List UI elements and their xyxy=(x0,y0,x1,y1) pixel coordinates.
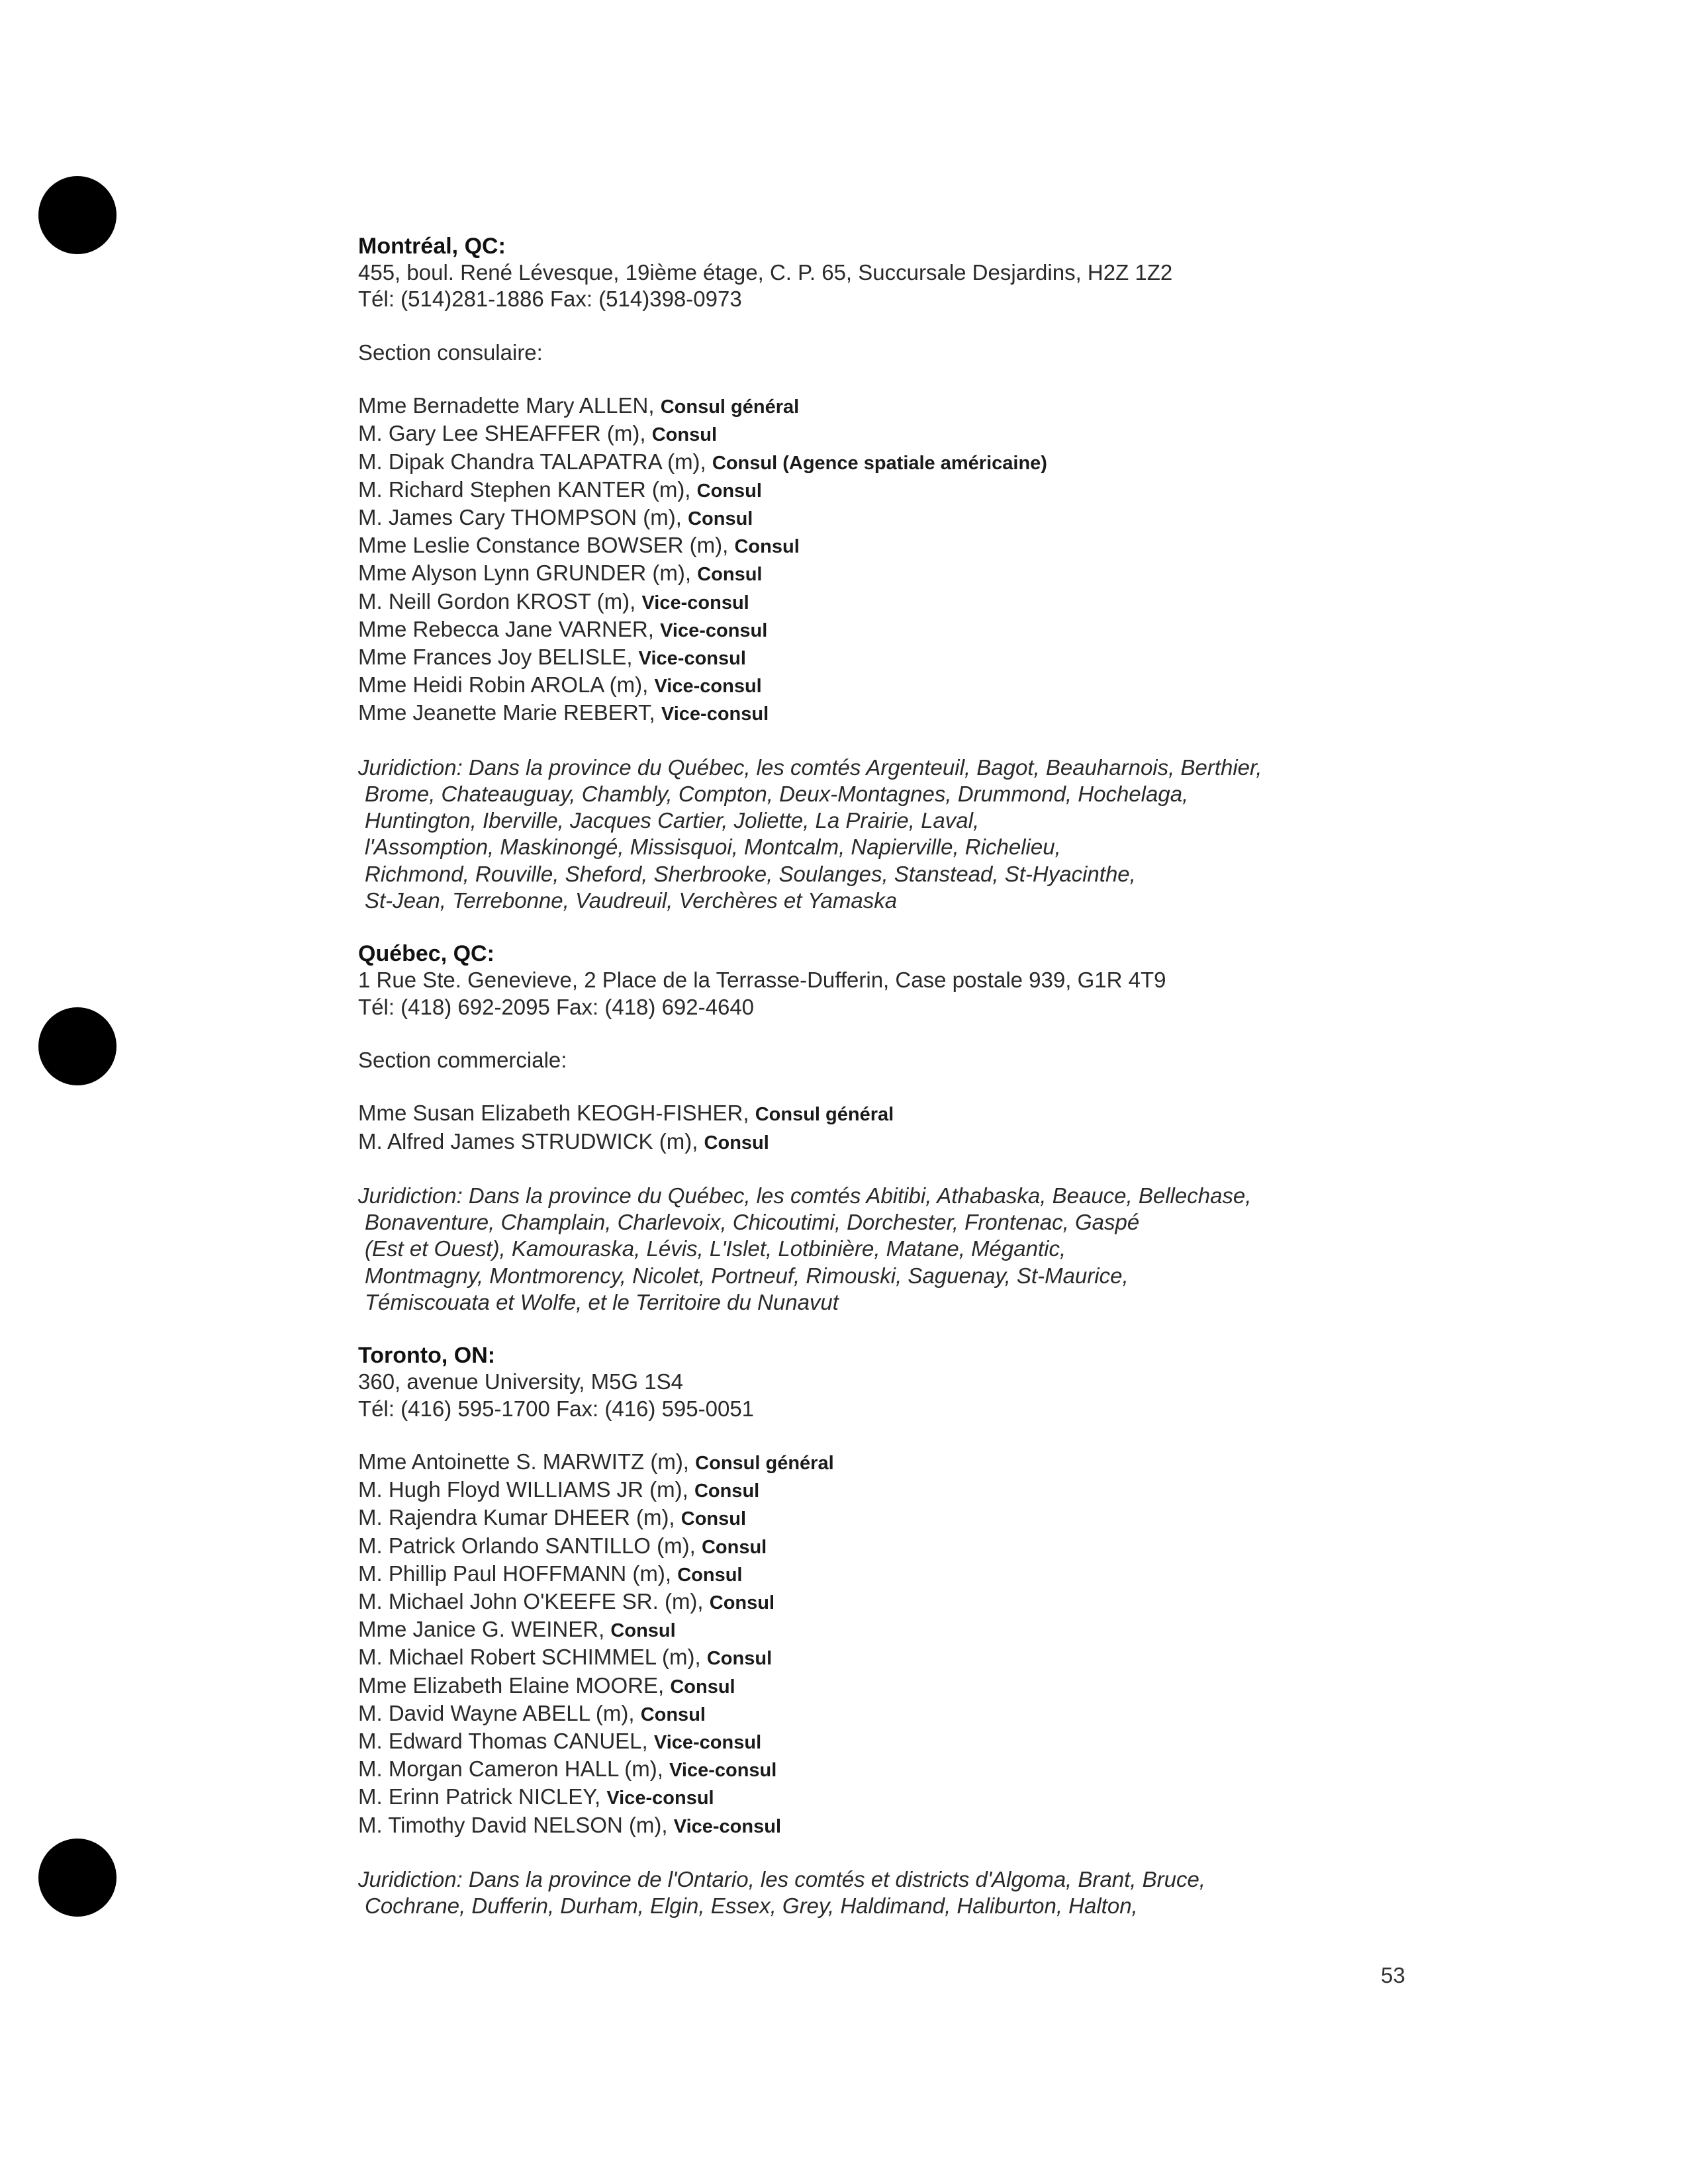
subsection-label: Section consulaire: xyxy=(358,340,543,365)
subsection-label: Section commerciale: xyxy=(358,1048,567,1073)
staff-role: Consul général xyxy=(695,1453,834,1474)
staff-role: Vice-consul xyxy=(606,1788,714,1809)
staff-entry xyxy=(358,1644,1649,1672)
staff-entry xyxy=(358,1700,1649,1728)
staff-role: Vice-consul xyxy=(638,648,746,670)
staff-name: M. Richard Stephen KANTER (m), xyxy=(358,477,697,502)
staff-role: Consul xyxy=(706,1648,773,1670)
jurisdiction-line: Montmagny, Montmorency, Nicolet, Portneuf, Rimouski, Saguenay, St-Maurice, xyxy=(365,1263,1129,1288)
staff-role: Consul xyxy=(680,1508,747,1530)
staff-name: Mme Susan Elizabeth KEOGH-FISHER, xyxy=(358,1101,755,1126)
address: 360, avenue University, M5G 1S4 xyxy=(358,1369,683,1394)
staff-entry xyxy=(358,616,1649,644)
staff-name: Mme Bernadette Mary ALLEN, xyxy=(358,393,661,418)
staff-role: Consul xyxy=(670,1676,735,1698)
jurisdiction-line: Brome, Chateauguay, Chambly, Compton, Deux-Montagnes, Drummond, Hochelaga, xyxy=(365,782,1189,807)
staff-role: Consul xyxy=(651,424,718,446)
staff-role: Consul xyxy=(640,1704,706,1725)
staff-name: M. Timothy David NELSON (m), xyxy=(358,1812,674,1837)
jurisdiction-line: Juridiction: Dans la province du Québec, les comtés Argenteuil, Bagot, Beauharnois, Berthier, xyxy=(358,754,1262,780)
jurisdiction-line: Cochrane, Dufferin, Durham, Elgin, Essex, Grey, Haldimand, Haliburton, Halton, xyxy=(365,1893,1138,1919)
jurisdiction-paragraph xyxy=(358,754,1649,914)
jurisdiction-paragraph xyxy=(358,1866,1649,1919)
document-body xyxy=(358,233,1649,1919)
jurisdiction-line: Richmond, Rouville, Sheford, Sherbrooke, Soulanges, Stanstead, St-Hyacinthe, xyxy=(365,861,1136,886)
staff-role: Consul xyxy=(709,1592,775,1614)
staff-role: Consul xyxy=(610,1620,676,1642)
staff-name: M. Dipak Chandra TALAPATRA (m), xyxy=(358,449,712,474)
staff-name: M. Phillip Paul HOFFMANN (m), xyxy=(358,1561,678,1586)
staff-role: Consul xyxy=(694,1480,760,1502)
staff-list xyxy=(358,392,1649,727)
staff-entry xyxy=(358,1533,1649,1561)
punch-hole xyxy=(38,176,117,254)
staff-entry xyxy=(358,1812,1649,1840)
staff-entry xyxy=(358,504,1649,532)
staff-name: M. Edward Thomas CANUEL, xyxy=(358,1729,654,1754)
staff-role: Consul xyxy=(677,1564,743,1586)
staff-name: M. Erinn Patrick NICLEY, xyxy=(358,1784,607,1809)
staff-name: Mme Leslie Constance BOWSER (m), xyxy=(358,533,735,558)
staff-entry xyxy=(358,672,1649,700)
punch-hole xyxy=(38,1007,117,1085)
staff-entry xyxy=(358,1449,1649,1477)
phone-fax: Tél: (418) 692-2095 Fax: (418) 692-4640 xyxy=(358,994,755,1019)
jurisdiction-line: Témiscouata et Wolfe, et le Territoire du Nunavut xyxy=(365,1289,839,1314)
staff-role: Vice-consul xyxy=(673,1815,781,1837)
jurisdiction-line: Juridiction: Dans la province de l'Ontario, les comtés et districts d'Algoma, Brant, Bruce, xyxy=(358,1867,1205,1892)
jurisdiction-line: Huntington, Iberville, Jacques Cartier, Joliette, La Prairie, Laval, xyxy=(365,808,980,833)
page-number: 53 xyxy=(1381,1963,1405,1987)
staff-name: M. Alfred James STRUDWICK (m), xyxy=(358,1128,704,1154)
staff-entry xyxy=(358,1561,1649,1588)
phone-fax: Tél: (514)281-1886 Fax: (514)398-0973 xyxy=(358,287,742,312)
staff-list xyxy=(358,1100,1649,1156)
staff-name: Mme Frances Joy BELISLE, xyxy=(358,645,639,670)
staff-entry xyxy=(358,700,1649,727)
staff-role: Consul xyxy=(704,1132,769,1154)
city-heading: Québec, QC: xyxy=(358,941,494,967)
staff-role: Vice-consul xyxy=(654,676,762,698)
staff-role: Consul xyxy=(696,480,762,502)
staff-role: Vice-consul xyxy=(669,1760,777,1782)
staff-entry xyxy=(358,477,1649,504)
jurisdiction-line: l'Assomption, Maskinongé, Missisquoi, Montcalm, Napierville, Richelieu, xyxy=(365,835,1061,860)
staff-role: Vice-consul xyxy=(641,592,749,614)
staff-name: M. Michael John O'KEEFE SR. (m), xyxy=(358,1589,710,1614)
consulate-section-toronto xyxy=(358,1342,1649,1919)
staff-name: M. James Cary THOMPSON (m), xyxy=(358,505,688,529)
jurisdiction-paragraph xyxy=(358,1183,1649,1316)
punch-hole xyxy=(38,1839,117,1917)
staff-entry xyxy=(358,1100,1649,1128)
staff-name: Mme Rebecca Jane VARNER, xyxy=(358,616,661,641)
staff-name: M. Morgan Cameron HALL (m), xyxy=(358,1756,670,1782)
staff-entry xyxy=(358,1672,1649,1700)
staff-role: Vice-consul xyxy=(661,704,769,725)
staff-entry xyxy=(358,449,1649,477)
staff-name: M. Neill Gordon KROST (m), xyxy=(358,588,642,614)
staff-entry xyxy=(358,532,1649,560)
address: 455, boul. René Lévesque, 19ième étage, C. P. 65, Succursale Desjardins, H2Z 1Z2 xyxy=(358,260,1173,285)
staff-entry xyxy=(358,1616,1649,1644)
staff-list xyxy=(358,1449,1649,1840)
staff-role: Vice-consul xyxy=(660,619,768,641)
staff-entry xyxy=(358,420,1649,448)
staff-role: Consul xyxy=(697,564,763,586)
staff-entry xyxy=(358,1128,1649,1156)
phone-fax: Tél: (416) 595-1700 Fax: (416) 595-0051 xyxy=(358,1396,755,1421)
staff-name: M. David Wayne ABELL (m), xyxy=(358,1700,641,1725)
staff-role: Consul (Agence spatiale américaine) xyxy=(712,452,1047,474)
staff-entry xyxy=(358,588,1649,616)
staff-name: M. Hugh Floyd WILLIAMS JR (m), xyxy=(358,1477,694,1502)
staff-name: M. Patrick Orlando SANTILLO (m), xyxy=(358,1533,702,1558)
city-heading: Toronto, ON: xyxy=(358,1343,496,1369)
staff-entry xyxy=(358,392,1649,420)
staff-name: M. Gary Lee SHEAFFER (m), xyxy=(358,421,652,446)
staff-entry xyxy=(358,1588,1649,1616)
staff-role: Consul xyxy=(734,536,800,558)
staff-role: Consul xyxy=(701,1536,767,1558)
consulate-section-quebec xyxy=(358,940,1649,1316)
staff-name: M. Michael Robert SCHIMMEL (m), xyxy=(358,1645,707,1670)
staff-role: Consul général xyxy=(755,1104,894,1126)
staff-name: Mme Alyson Lynn GRUNDER (m), xyxy=(358,561,698,586)
city-heading: Montréal, QC: xyxy=(358,234,506,259)
staff-name: Mme Elizabeth Elaine MOORE, xyxy=(358,1672,671,1698)
staff-role: Consul xyxy=(688,508,753,529)
jurisdiction-line: (Est et Ouest), Kamouraska, Lévis, L'Islet, Lotbinière, Matane, Mégantic, xyxy=(365,1236,1066,1261)
jurisdiction-line: Juridiction: Dans la province du Québec, les comtés Abitibi, Athabaska, Beauce, Bellechase, xyxy=(358,1183,1252,1208)
staff-entry xyxy=(358,560,1649,588)
jurisdiction-line: Bonaventure, Champlain, Charlevoix, Chicoutimi, Dorchester, Frontenac, Gaspé xyxy=(365,1210,1140,1235)
staff-entry xyxy=(358,1784,1649,1811)
consulate-section-montreal xyxy=(358,233,1649,914)
staff-entry xyxy=(358,1477,1649,1504)
staff-name: Mme Janice G. WEINER, xyxy=(358,1617,611,1642)
staff-name: Mme Heidi Robin AROLA (m), xyxy=(358,672,655,698)
staff-name: Mme Jeanette Marie REBERT, xyxy=(358,700,661,725)
staff-entry xyxy=(358,1728,1649,1756)
jurisdiction-line: St-Jean, Terrebonne, Vaudreuil, Verchères et Yamaska xyxy=(365,887,898,913)
staff-name: Mme Antoinette S. MARWITZ (m), xyxy=(358,1449,696,1474)
staff-entry xyxy=(358,1756,1649,1784)
staff-role: Consul général xyxy=(660,396,800,418)
staff-role: Vice-consul xyxy=(653,1732,762,1754)
staff-name: M. Rajendra Kumar DHEER (m), xyxy=(358,1505,681,1530)
staff-entry xyxy=(358,644,1649,672)
staff-entry xyxy=(358,1504,1649,1532)
address: 1 Rue Ste. Genevieve, 2 Place de la Terrasse-Dufferin, Case postale 939, G1R 4T9 xyxy=(358,968,1166,993)
